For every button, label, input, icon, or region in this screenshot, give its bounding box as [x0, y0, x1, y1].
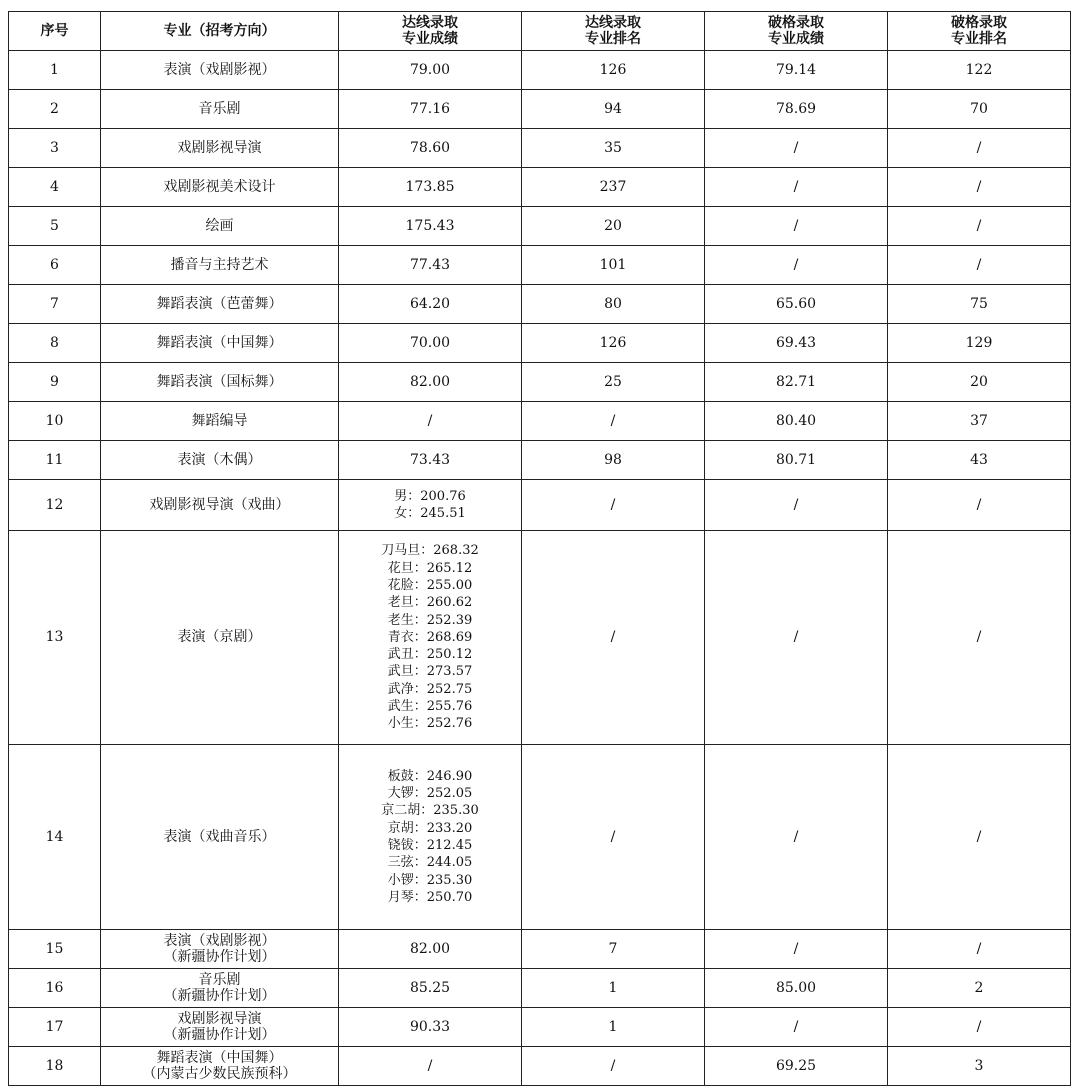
table-row [9, 363, 1071, 402]
cell-reach-rank: 98 [522, 441, 705, 480]
cell-reach-score [339, 90, 522, 129]
cell-reach-score [339, 129, 522, 168]
cell-break-score: 78.69 [705, 90, 888, 129]
cell-break-score: / [705, 745, 888, 930]
cell-line: 音乐剧 [198, 100, 241, 117]
cell-reach-rank: 7 [522, 930, 705, 969]
cell-reach-score [339, 51, 522, 90]
cell-line: 64.20 [409, 295, 451, 312]
table-row [9, 441, 1071, 480]
cell-no: 15 [9, 930, 101, 969]
cell-reach-rank: 25 [522, 363, 705, 402]
cell-reach-rank: / [522, 480, 705, 531]
table-row [9, 324, 1071, 363]
cell-break-rank: / [888, 129, 1071, 168]
cell-no: 8 [9, 324, 101, 363]
cell-major [101, 930, 339, 969]
cell-line: 戏剧影视美术设计 [163, 178, 276, 195]
cell-major [101, 168, 339, 207]
cell-break-score: 65.60 [705, 285, 888, 324]
cell-line: 播音与主持艺术 [170, 256, 269, 273]
cell-major [101, 51, 339, 90]
cell-reach-score [339, 285, 522, 324]
header-reach-rank [522, 12, 705, 51]
cell-reach-rank: 80 [522, 285, 705, 324]
cell-reach-score [339, 168, 522, 207]
cell-reach-score [339, 930, 522, 969]
cell-reach-rank: 1 [522, 969, 705, 1008]
cell-reach-rank: 94 [522, 90, 705, 129]
cell-line: 小生：252.76 [387, 716, 473, 732]
header-reach-score [339, 12, 522, 51]
cell-line: 舞蹈表演（芭蕾舞） [156, 295, 283, 312]
cell-break-rank: / [888, 480, 1071, 531]
table-body [9, 51, 1071, 1086]
cell-break-score: 80.71 [705, 441, 888, 480]
cell-reach-rank: 20 [522, 207, 705, 246]
cell-line: 男：200.76 [394, 488, 466, 504]
cell-line: 79.00 [409, 61, 451, 78]
cell-major [101, 745, 339, 930]
cell-line: 青衣：268.69 [387, 629, 473, 645]
table-row [9, 168, 1071, 207]
cell-line: 大锣：252.05 [387, 786, 473, 802]
cell-break-rank: 129 [888, 324, 1071, 363]
cell-line: 京胡：233.20 [387, 820, 473, 836]
cell-major [101, 324, 339, 363]
cell-major [101, 402, 339, 441]
table-row [9, 402, 1071, 441]
cell-line: / [427, 1057, 433, 1074]
cell-line: 戏剧影视导演（戏曲） [149, 496, 290, 513]
cell-line: 82.00 [409, 940, 451, 957]
cell-line: 武丑：250.12 [387, 647, 473, 663]
cell-reach-score [339, 363, 522, 402]
cell-break-rank: 20 [888, 363, 1071, 402]
cell-no: 1 [9, 51, 101, 90]
cell-break-rank: / [888, 531, 1071, 745]
admission-scores-table-container [8, 11, 1071, 1086]
cell-reach-score [339, 745, 522, 930]
cell-no: 4 [9, 168, 101, 207]
table-row [9, 480, 1071, 531]
cell-major [101, 285, 339, 324]
cell-line: 武生：255.76 [387, 699, 473, 715]
cell-line: 武净：252.75 [387, 681, 473, 697]
cell-no: 9 [9, 363, 101, 402]
cell-major [101, 969, 339, 1008]
cell-no: 16 [9, 969, 101, 1008]
cell-line: 小锣：235.30 [387, 872, 473, 888]
cell-break-rank: 2 [888, 969, 1071, 1008]
cell-reach-score [339, 207, 522, 246]
table-row [9, 90, 1071, 129]
table-row [9, 129, 1071, 168]
cell-reach-rank: 1 [522, 1008, 705, 1047]
cell-break-rank: 37 [888, 402, 1071, 441]
cell-break-score: / [705, 1008, 888, 1047]
cell-line: 花脸：255.00 [387, 577, 473, 593]
cell-line: 绘画 [205, 217, 234, 234]
cell-line: （新疆协作计划） [163, 988, 276, 1004]
header-line: 达线录取 [402, 15, 458, 31]
cell-break-rank: / [888, 168, 1071, 207]
cell-line: 表演（木偶） [177, 451, 262, 468]
cell-major [101, 363, 339, 402]
cell-line: 77.43 [409, 256, 451, 273]
cell-line: 表演（戏曲音乐） [163, 828, 276, 845]
table-row [9, 531, 1071, 745]
cell-reach-score [339, 1008, 522, 1047]
cell-line: 90.33 [409, 1018, 451, 1035]
cell-no: 11 [9, 441, 101, 480]
cell-line: 舞蹈表演（中国舞） [156, 334, 283, 351]
cell-reach-score [339, 441, 522, 480]
cell-reach-rank: 35 [522, 129, 705, 168]
cell-reach-rank: / [522, 745, 705, 930]
cell-break-score: / [705, 480, 888, 531]
cell-major [101, 129, 339, 168]
cell-line: 78.60 [409, 139, 451, 156]
cell-line: 武旦：273.57 [387, 664, 473, 680]
cell-no: 2 [9, 90, 101, 129]
cell-reach-score [339, 480, 522, 531]
cell-no: 12 [9, 480, 101, 531]
header-line: 专业排名 [585, 31, 641, 47]
cell-major [101, 90, 339, 129]
cell-line: 戏剧影视导演 [177, 1011, 262, 1027]
cell-major [101, 480, 339, 531]
cell-line: 77.16 [409, 100, 451, 117]
cell-line: （内蒙古少数民族预科） [142, 1066, 297, 1082]
cell-line: 175.43 [405, 217, 455, 234]
cell-no: 6 [9, 246, 101, 285]
cell-no: 5 [9, 207, 101, 246]
table-row [9, 207, 1071, 246]
cell-line: 表演（京剧） [177, 629, 262, 645]
cell-line: / [427, 412, 433, 429]
cell-line: 花旦：265.12 [387, 560, 473, 576]
header-major: 专业（招考方向） [101, 12, 339, 51]
header-break-rank [888, 12, 1071, 51]
table-row [9, 285, 1071, 324]
cell-no: 17 [9, 1008, 101, 1047]
cell-break-score: 82.71 [705, 363, 888, 402]
cell-reach-score [339, 402, 522, 441]
cell-line: 音乐剧 [198, 972, 241, 988]
cell-line: 舞蹈编导 [191, 412, 248, 429]
cell-reach-rank: / [522, 1047, 705, 1086]
cell-reach-score [339, 324, 522, 363]
cell-break-rank: 43 [888, 441, 1071, 480]
header-row [9, 12, 1071, 51]
cell-break-score: 79.14 [705, 51, 888, 90]
cell-break-rank: / [888, 246, 1071, 285]
cell-line: 73.43 [409, 451, 451, 468]
cell-break-score: / [705, 930, 888, 969]
cell-reach-score [339, 246, 522, 285]
cell-major [101, 207, 339, 246]
cell-no: 14 [9, 745, 101, 930]
cell-major [101, 1047, 339, 1086]
header-no: 序号 [9, 12, 101, 51]
cell-reach-score [339, 969, 522, 1008]
cell-no: 18 [9, 1047, 101, 1086]
header-line: 达线录取 [585, 15, 641, 31]
cell-break-score: / [705, 207, 888, 246]
admission-scores-table [8, 11, 1071, 1086]
cell-line: 京二胡：235.30 [381, 803, 479, 819]
cell-line: 173.85 [405, 178, 455, 195]
cell-line: （新疆协作计划） [163, 949, 276, 965]
table-row [9, 745, 1071, 930]
cell-line: 70.00 [409, 334, 451, 351]
cell-break-rank: / [888, 207, 1071, 246]
cell-break-score: 69.25 [705, 1047, 888, 1086]
cell-break-rank: / [888, 745, 1071, 930]
table-row [9, 246, 1071, 285]
cell-line: 85.25 [409, 979, 451, 996]
cell-line: 三弦：244.05 [387, 855, 473, 871]
cell-line: 女：245.51 [394, 506, 466, 521]
cell-major [101, 246, 339, 285]
table-row [9, 51, 1071, 90]
cell-line: （新疆协作计划） [163, 1027, 276, 1043]
cell-no: 3 [9, 129, 101, 168]
cell-line: 戏剧影视导演 [177, 139, 262, 156]
cell-reach-rank: 237 [522, 168, 705, 207]
cell-no: 10 [9, 402, 101, 441]
cell-major [101, 531, 339, 745]
cell-line: 板鼓：246.90 [387, 768, 473, 784]
cell-break-rank: 3 [888, 1047, 1071, 1086]
header-line: 专业成绩 [402, 31, 458, 47]
header-line: 专业排名 [951, 31, 1007, 47]
cell-break-score: / [705, 129, 888, 168]
header-line: 专业成绩 [768, 31, 824, 47]
cell-break-score: / [705, 168, 888, 207]
cell-break-rank: 122 [888, 51, 1071, 90]
cell-reach-rank: 126 [522, 51, 705, 90]
cell-break-score: / [705, 531, 888, 745]
table-row [9, 1047, 1071, 1086]
cell-line: 82.00 [409, 373, 451, 390]
table-row [9, 930, 1071, 969]
table-row [9, 1008, 1071, 1047]
cell-line: 舞蹈表演（中国舞） [156, 1050, 283, 1066]
cell-line: 铙钹：212.45 [387, 838, 473, 853]
cell-line: 刀马旦：268.32 [381, 543, 479, 559]
cell-no: 7 [9, 285, 101, 324]
cell-line: 老生：252.39 [387, 612, 473, 628]
cell-line: 月琴：250.70 [387, 889, 473, 905]
cell-reach-score [339, 1047, 522, 1086]
cell-break-rank: / [888, 930, 1071, 969]
cell-line: 舞蹈表演（国标舞） [156, 373, 283, 390]
cell-break-rank: / [888, 1008, 1071, 1047]
cell-break-score: 80.40 [705, 402, 888, 441]
table-row [9, 969, 1071, 1008]
cell-line: 老旦：260.62 [387, 595, 473, 611]
cell-major [101, 441, 339, 480]
header-line: 破格录取 [951, 15, 1007, 31]
header-break-score [705, 12, 888, 51]
cell-major [101, 1008, 339, 1047]
cell-reach-rank: 126 [522, 324, 705, 363]
cell-line: 表演（戏剧影视） [163, 61, 276, 78]
cell-no: 13 [9, 531, 101, 745]
cell-line: 表演（戏剧影视） [163, 933, 276, 949]
cell-break-score: / [705, 246, 888, 285]
cell-reach-rank: 101 [522, 246, 705, 285]
cell-reach-rank: / [522, 402, 705, 441]
cell-break-score: 69.43 [705, 324, 888, 363]
cell-break-rank: 75 [888, 285, 1071, 324]
cell-break-rank: 70 [888, 90, 1071, 129]
header-line: 破格录取 [768, 15, 824, 31]
cell-reach-score [339, 531, 522, 745]
cell-reach-rank: / [522, 531, 705, 745]
cell-break-score: 85.00 [705, 969, 888, 1008]
